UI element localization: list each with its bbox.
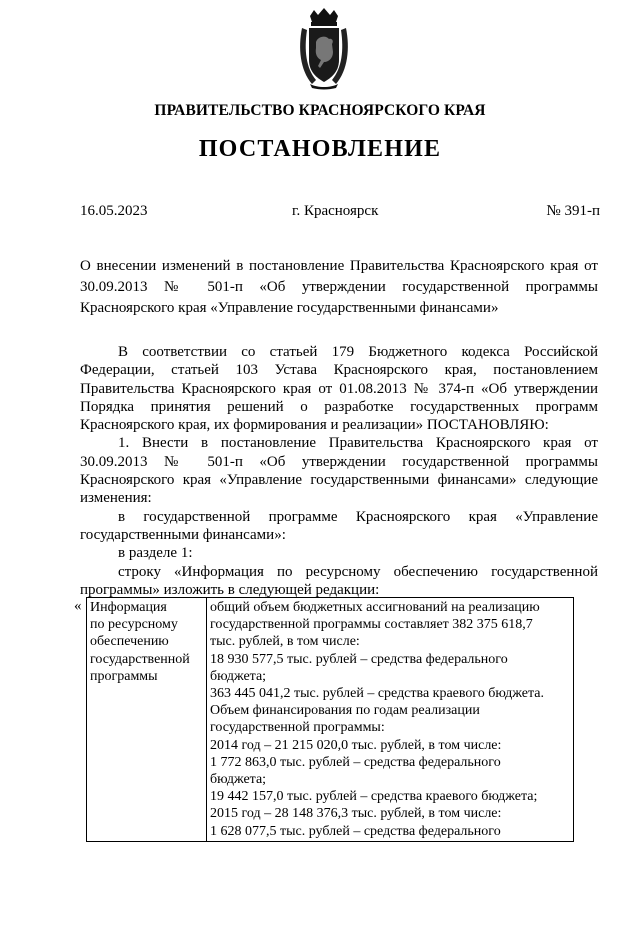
row-label-line: государственной [90,651,190,667]
value-line: государственной программы: [209,720,385,736]
value-line: 2014 год – 21 215 020,0 тыс. рублей, в том числе: [209,737,502,753]
value-line: 2015 год – 28 148 376,3 тыс. рублей, в том числе: [209,806,502,822]
value-line: общий объем бюджетных ассигнований на реализацию [209,600,540,615]
instruction-paragraph: строку «Информация по ресурсному обеспечению государственной программы» изложить в следующей редакции: [80,563,598,598]
opening-quote-mark: « [74,598,82,614]
row-label-line: программы [90,668,158,684]
item-1a-paragraph: в государственной программе Красноярского края «Управление государственными финансами»: [80,508,598,543]
section-paragraph: в разделе 1: [118,545,193,562]
document-body [80,343,598,599]
document-meta-row [80,203,600,223]
coat-of-arms-emblem [296,8,352,90]
value-line: 1 772 863,0 тыс. рублей – средства федерального [209,754,501,770]
value-line: государственной программы составляет 382 375 618,7 [209,617,533,633]
value-line: бюджета; [209,772,267,788]
document-number: № 391-п [546,203,600,219]
table-row [87,598,574,842]
value-line: 18 930 577,5 тыс. рублей – средства федерального [209,651,508,667]
document-subject: О внесении изменений в постановление Правительства Красноярского края от 30.09.2013 № 501-п «Об утверждении государственной программы Красноярского края «Управление государственными финансами» [80,258,598,316]
row-label-line: Информация [90,600,167,615]
value-line: 19 442 157,0 тыс. рублей – средства краевого бюджета; [209,789,538,805]
value-line: бюджета; [209,668,267,684]
document-city: г. Красноярск [292,203,379,219]
item-1-paragraph: 1. Внести в постановление Правительства Красноярского края от 30.09.2013 № 501-п «Об утверждении государственной программы Красноярского края «Управление государственными финансами» следующие изменения: [80,435,598,507]
row-label-line: по ресурсному [90,617,178,633]
value-line: тыс. рублей, в том числе: [209,634,360,650]
table-row-label-cell [87,598,207,842]
value-line: 363 445 041,2 тыс. рублей – средства краевого бюджета. [209,686,544,702]
resource-info-table [86,597,574,842]
value-line: Объем финансирования по годам реализации [209,703,480,719]
preamble-paragraph: В соответствии со статьей 179 Бюджетного кодекса Российской Федерации, статьей 103 Устава Красноярского края, постановлением Правительства Красноярского края от 01.08.2013 № 374-п «Об утверждении Порядка принятия решений о разработке государственных программ Красноярского края, их формирования и реализации» ПОСТАНОВЛЯЮ: [80,344,598,434]
resource-info-table-wrap [86,597,574,927]
document-date: 16.05.2023 [80,203,148,219]
document-type-title: ПОСТАНОВЛЕНИЕ [198,136,442,162]
table-row-value-cell [206,598,573,842]
government-name: ПРАВИТЕЛЬСТВО КРАСНОЯРСКОГО КРАЯ [154,102,486,119]
row-label-line: обеспечению [90,634,169,650]
value-line: 1 628 077,5 тыс. рублей – средства федерального [209,823,501,839]
